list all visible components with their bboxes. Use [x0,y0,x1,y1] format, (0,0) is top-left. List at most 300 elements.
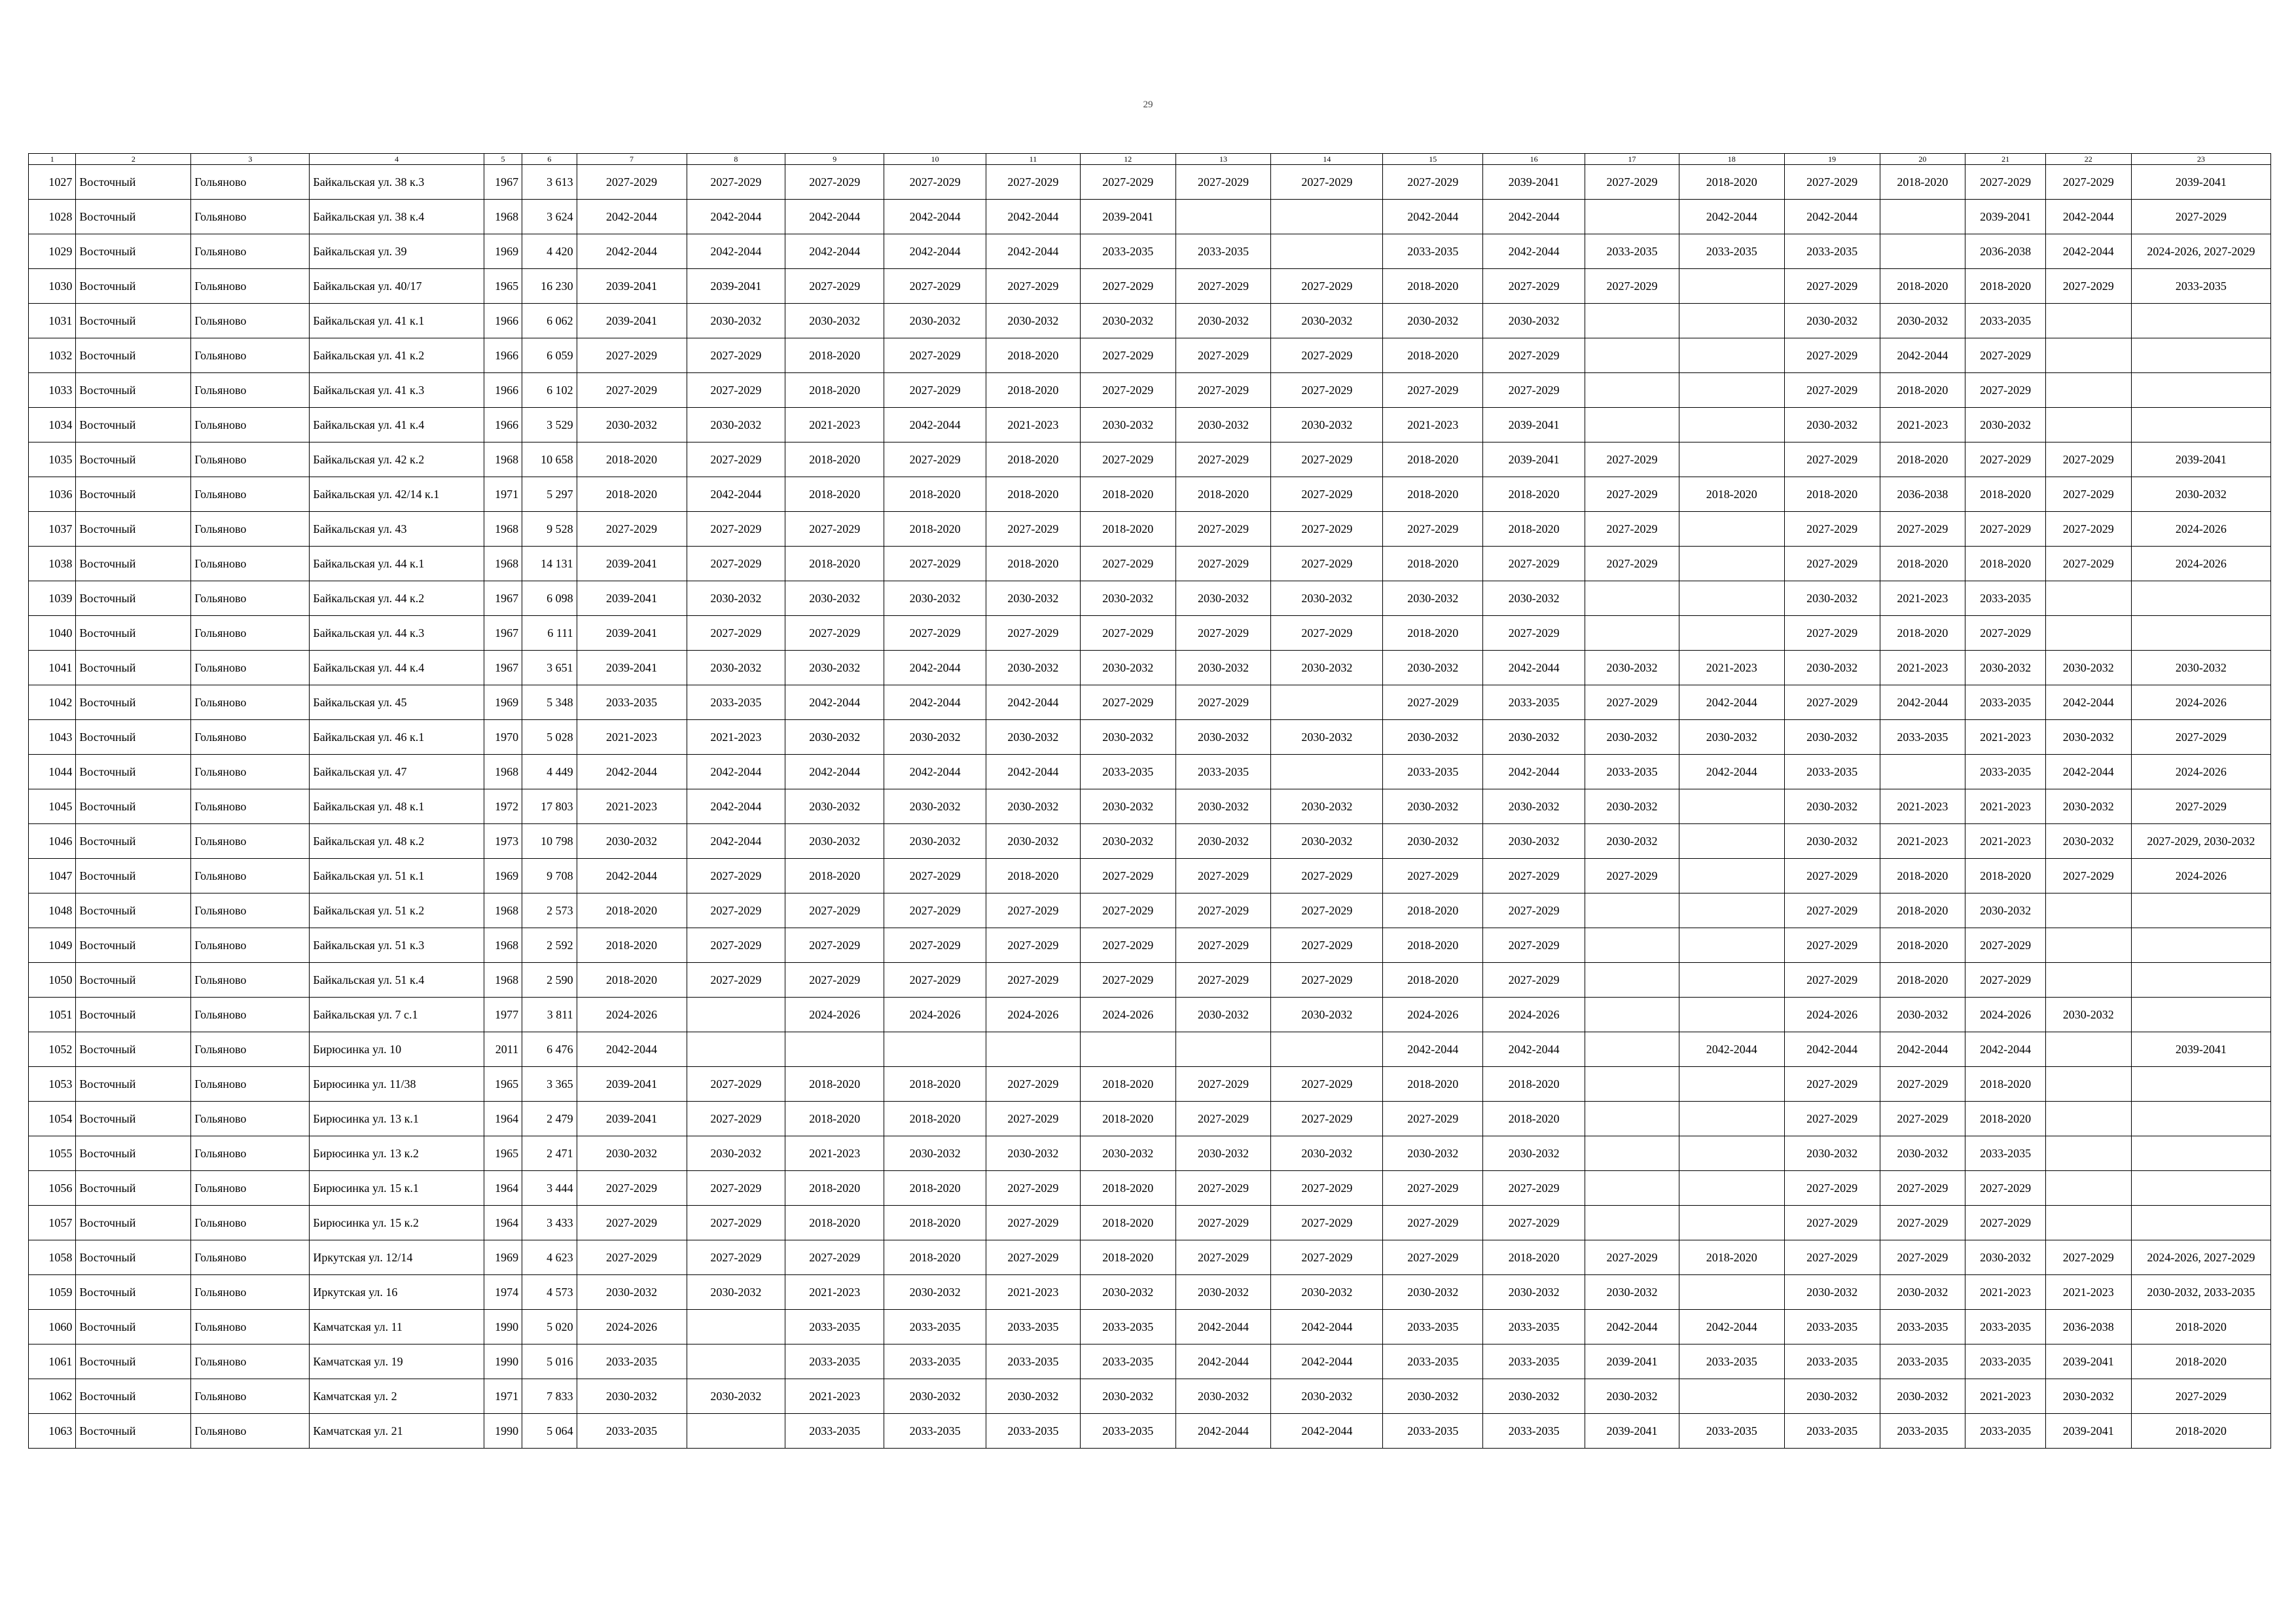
table-cell-col-4: Байкальская ул. 44 к.4 [310,651,484,685]
table-cell-col-12: 2018-2020 [1080,1171,1175,1206]
table-cell-col-7: 2021-2023 [577,789,687,824]
table-cell-col-13: 2027-2029 [1175,1067,1271,1102]
table-cell-col-3: Гольяново [191,789,310,824]
table-cell-col-3: Гольяново [191,512,310,547]
table-cell-col-23 [2131,1136,2270,1171]
table-cell-col-4: Камчатская ул. 2 [310,1379,484,1414]
table-cell-col-1: 1037 [29,512,76,547]
table-cell-col-6: 6 059 [522,338,577,373]
table-cell-col-1: 1060 [29,1310,76,1344]
table-cell-col-12: 2039-2041 [1080,200,1175,234]
table-cell-col-10: 2027-2029 [884,269,986,304]
table-cell-col-1: 1041 [29,651,76,685]
table-cell-col-11: 2027-2029 [986,893,1081,928]
table-cell-col-22 [2045,1032,2131,1067]
table-cell-col-8: 2030-2032 [687,304,785,338]
table-cell-col-21: 2027-2029 [1965,1206,2046,1240]
table-cell-col-16: 2030-2032 [1483,304,1585,338]
table-cell-col-5: 1990 [484,1414,522,1449]
table-cell-col-13: 2027-2029 [1175,1102,1271,1136]
table-cell-col-1: 1052 [29,1032,76,1067]
table-cell-col-10: 2027-2029 [884,859,986,893]
table-cell-col-7: 2018-2020 [577,928,687,963]
table-cell-col-6: 14 131 [522,547,577,581]
table-cell-col-13: 2030-2032 [1175,824,1271,859]
table-cell-col-16: 2027-2029 [1483,338,1585,373]
table-cell-col-22 [2045,928,2131,963]
table-row [29,1240,2271,1275]
table-cell-col-13: 2027-2029 [1175,616,1271,651]
table-cell-col-17 [1585,963,1679,998]
table-cell-col-6: 3 365 [522,1067,577,1102]
table-row [29,651,2271,685]
table-cell-col-15: 2033-2035 [1383,234,1483,269]
table-cell-col-1: 1050 [29,963,76,998]
table-cell-col-8 [687,1310,785,1344]
table-cell-col-5: 1967 [484,581,522,616]
table-cell-col-18: 2018-2020 [1679,477,1784,512]
table-cell-col-11: 2027-2029 [986,963,1081,998]
table-cell-col-20: 2027-2029 [1880,1240,1965,1275]
table-cell-col-21: 2042-2044 [1965,1032,2046,1067]
table-cell-col-15: 2033-2035 [1383,1414,1483,1449]
table-cell-col-20: 2018-2020 [1880,269,1965,304]
table-cell-col-11: 2027-2029 [986,616,1081,651]
table-cell-col-19: 2030-2032 [1784,824,1880,859]
table-cell-col-23 [2131,338,2270,373]
table-cell-col-10: 2018-2020 [884,1240,986,1275]
table-cell-col-23: 2024-2026 [2131,547,2270,581]
table-cell-col-17 [1585,1102,1679,1136]
table-cell-col-10: 2030-2032 [884,304,986,338]
table-cell-col-14: 2030-2032 [1271,1136,1383,1171]
table-cell-col-23 [2131,893,2270,928]
table-cell-col-10: 2033-2035 [884,1414,986,1449]
table-cell-col-19: 2027-2029 [1784,442,1880,477]
table-cell-col-16: 2018-2020 [1483,477,1585,512]
table-cell-col-20: 2021-2023 [1880,408,1965,442]
table-cell-col-12: 2027-2029 [1080,442,1175,477]
table-cell-col-5: 1977 [484,998,522,1032]
table-cell-col-13: 2027-2029 [1175,269,1271,304]
table-cell-col-2: Восточный [76,1275,191,1310]
table-cell-col-9: 2027-2029 [785,963,884,998]
table-cell-col-3: Гольяново [191,651,310,685]
column-number-5: 5 [484,154,522,165]
table-cell-col-7: 2027-2029 [577,1171,687,1206]
table-cell-col-23: 2024-2026 [2131,755,2270,789]
table-cell-col-21: 2018-2020 [1965,477,2046,512]
table-cell-col-4: Байкальская ул. 44 к.1 [310,547,484,581]
table-cell-col-18 [1679,824,1784,859]
table-cell-col-5: 1969 [484,1240,522,1275]
table-row [29,720,2271,755]
table-cell-col-23: 2039-2041 [2131,442,2270,477]
table-cell-col-2: Восточный [76,755,191,789]
table-cell-col-8: 2027-2029 [687,859,785,893]
table-cell-col-23: 2018-2020 [2131,1414,2270,1449]
table-cell-col-16: 2030-2032 [1483,789,1585,824]
table-cell-col-2: Восточный [76,1344,191,1379]
table-cell-col-21: 2033-2035 [1965,685,2046,720]
table-cell-col-20: 2030-2032 [1880,1275,1965,1310]
table-cell-col-19: 2018-2020 [1784,477,1880,512]
table-cell-col-18 [1679,512,1784,547]
table-cell-col-17: 2030-2032 [1585,651,1679,685]
table-cell-col-19: 2033-2035 [1784,755,1880,789]
table-cell-col-17 [1585,1171,1679,1206]
table-cell-col-12: 2018-2020 [1080,512,1175,547]
table-cell-col-8: 2021-2023 [687,720,785,755]
table-cell-col-14: 2027-2029 [1271,338,1383,373]
table-cell-col-15: 2018-2020 [1383,1067,1483,1102]
table-cell-col-5: 1968 [484,442,522,477]
table-cell-col-4: Иркутская ул. 12/14 [310,1240,484,1275]
table-cell-col-21: 2027-2029 [1965,165,2046,200]
table-row [29,200,2271,234]
table-cell-col-19: 2030-2032 [1784,408,1880,442]
table-cell-col-2: Восточный [76,616,191,651]
table-cell-col-13: 2042-2044 [1175,1310,1271,1344]
table-cell-col-3: Гольяново [191,859,310,893]
table-cell-col-5: 1964 [484,1171,522,1206]
table-cell-col-14: 2027-2029 [1271,928,1383,963]
table-cell-col-16: 2027-2029 [1483,269,1585,304]
table-cell-col-6: 3 433 [522,1206,577,1240]
table-cell-col-13: 2027-2029 [1175,512,1271,547]
table-cell-col-19: 2027-2029 [1784,165,1880,200]
column-number-17: 17 [1585,154,1679,165]
table-cell-col-9: 2018-2020 [785,442,884,477]
table-cell-col-2: Восточный [76,1414,191,1449]
table-cell-col-5: 1990 [484,1310,522,1344]
table-cell-col-23: 2024-2026, 2027-2029 [2131,1240,2270,1275]
table-cell-col-18 [1679,1379,1784,1414]
table-cell-col-8 [687,1344,785,1379]
table-cell-col-23: 2039-2041 [2131,1032,2270,1067]
table-cell-col-17: 2033-2035 [1585,234,1679,269]
table-cell-col-4: Байкальская ул. 48 к.2 [310,824,484,859]
table-cell-col-6: 4 573 [522,1275,577,1310]
table-cell-col-15: 2018-2020 [1383,477,1483,512]
table-cell-col-22: 2030-2032 [2045,1379,2131,1414]
table-row [29,893,2271,928]
table-cell-col-14 [1271,200,1383,234]
table-cell-col-16: 2030-2032 [1483,824,1585,859]
table-cell-col-8: 2030-2032 [687,581,785,616]
table-cell-col-16: 2033-2035 [1483,1414,1585,1449]
table-cell-col-15: 2030-2032 [1383,1275,1483,1310]
table-cell-col-9: 2042-2044 [785,200,884,234]
table-row [29,581,2271,616]
table-cell-col-18: 2042-2044 [1679,1310,1784,1344]
table-cell-col-12: 2018-2020 [1080,1240,1175,1275]
table-row [29,338,2271,373]
table-cell-col-3: Гольяново [191,1310,310,1344]
table-cell-col-1: 1048 [29,893,76,928]
table-cell-col-22 [2045,581,2131,616]
table-cell-col-23: 2027-2029 [2131,789,2270,824]
table-cell-col-1: 1045 [29,789,76,824]
table-cell-col-23: 2027-2029, 2030-2032 [2131,824,2270,859]
table-cell-col-13: 2027-2029 [1175,165,1271,200]
table-cell-col-22: 2042-2044 [2045,200,2131,234]
table-cell-col-2: Восточный [76,1136,191,1171]
table-cell-col-19: 2030-2032 [1784,1136,1880,1171]
table-cell-col-17 [1585,1206,1679,1240]
table-cell-col-6: 2 471 [522,1136,577,1171]
table-cell-col-11 [986,1032,1081,1067]
table-cell-col-11: 2018-2020 [986,859,1081,893]
table-cell-col-21: 2030-2032 [1965,893,2046,928]
table-cell-col-10: 2030-2032 [884,720,986,755]
table-cell-col-15: 2027-2029 [1383,1206,1483,1240]
table-cell-col-2: Восточный [76,477,191,512]
table-cell-col-13: 2027-2029 [1175,1171,1271,1206]
table-cell-col-1: 1056 [29,1171,76,1206]
table-cell-col-10: 2033-2035 [884,1344,986,1379]
table-cell-col-7: 2039-2041 [577,651,687,685]
table-cell-col-4: Камчатская ул. 11 [310,1310,484,1344]
table-cell-col-17 [1585,338,1679,373]
table-cell-col-10: 2018-2020 [884,477,986,512]
table-cell-col-8: 2027-2029 [687,547,785,581]
table-cell-col-3: Гольяново [191,1275,310,1310]
table-cell-col-2: Восточный [76,685,191,720]
table-cell-col-15: 2027-2029 [1383,685,1483,720]
table-cell-col-8: 2027-2029 [687,1067,785,1102]
table-cell-col-12: 2018-2020 [1080,1067,1175,1102]
table-cell-col-15: 2018-2020 [1383,269,1483,304]
table-row [29,442,2271,477]
table-cell-col-2: Восточный [76,720,191,755]
table-cell-col-13 [1175,200,1271,234]
table-cell-col-4: Бирюсинка ул. 11/38 [310,1067,484,1102]
table-cell-col-16: 2018-2020 [1483,512,1585,547]
table-cell-col-11: 2027-2029 [986,269,1081,304]
table-cell-col-9: 2021-2023 [785,1275,884,1310]
table-cell-col-17 [1585,200,1679,234]
table-cell-col-2: Восточный [76,1067,191,1102]
table-cell-col-8: 2027-2029 [687,1206,785,1240]
table-cell-col-7: 2024-2026 [577,998,687,1032]
table-cell-col-20: 2030-2032 [1880,304,1965,338]
table-cell-col-13: 2030-2032 [1175,581,1271,616]
table-cell-col-20: 2033-2035 [1880,1414,1965,1449]
table-cell-col-13: 2030-2032 [1175,998,1271,1032]
table-cell-col-12: 2030-2032 [1080,651,1175,685]
table-cell-col-11: 2018-2020 [986,338,1081,373]
table-cell-col-19: 2030-2032 [1784,789,1880,824]
table-cell-col-4: Байкальская ул. 51 к.3 [310,928,484,963]
table-cell-col-1: 1059 [29,1275,76,1310]
table-cell-col-21: 2033-2035 [1965,755,2046,789]
table-cell-col-15: 2018-2020 [1383,442,1483,477]
table-cell-col-18 [1679,616,1784,651]
schedule-table [28,153,2271,1449]
table-cell-col-2: Восточный [76,651,191,685]
column-number-13: 13 [1175,154,1271,165]
table-cell-col-11: 2042-2044 [986,685,1081,720]
table-cell-col-15: 2030-2032 [1383,651,1483,685]
table-cell-col-17: 2039-2041 [1585,1414,1679,1449]
table-cell-col-12: 2027-2029 [1080,373,1175,408]
table-cell-col-7: 2027-2029 [577,373,687,408]
table-cell-col-2: Восточный [76,512,191,547]
table-cell-col-20: 2021-2023 [1880,789,1965,824]
table-cell-col-7: 2018-2020 [577,893,687,928]
table-cell-col-12: 2033-2035 [1080,755,1175,789]
table-cell-col-20: 2018-2020 [1880,373,1965,408]
table-cell-col-18: 2033-2035 [1679,234,1784,269]
table-cell-col-7: 2042-2044 [577,234,687,269]
table-cell-col-1: 1043 [29,720,76,755]
table-cell-col-23 [2131,1067,2270,1102]
table-cell-col-15: 2024-2026 [1383,998,1483,1032]
table-cell-col-22: 2030-2032 [2045,824,2131,859]
table-cell-col-11: 2027-2029 [986,928,1081,963]
table-cell-col-4: Байкальская ул. 39 [310,234,484,269]
table-cell-col-10: 2018-2020 [884,1102,986,1136]
table-cell-col-1: 1034 [29,408,76,442]
table-cell-col-6: 2 592 [522,928,577,963]
table-cell-col-12: 2027-2029 [1080,893,1175,928]
table-cell-col-23 [2131,928,2270,963]
table-row [29,234,2271,269]
table-cell-col-3: Гольяново [191,304,310,338]
table-cell-col-13: 2018-2020 [1175,477,1271,512]
table-row [29,998,2271,1032]
table-cell-col-19: 2027-2029 [1784,1171,1880,1206]
table-row [29,928,2271,963]
column-number-18: 18 [1679,154,1784,165]
table-cell-col-20: 2033-2035 [1880,1310,1965,1344]
column-number-15: 15 [1383,154,1483,165]
table-cell-col-5: 1966 [484,408,522,442]
table-cell-col-12: 2018-2020 [1080,477,1175,512]
table-cell-col-1: 1033 [29,373,76,408]
column-number-21: 21 [1965,154,2046,165]
table-cell-col-3: Гольяново [191,963,310,998]
table-cell-col-6: 6 098 [522,581,577,616]
table-cell-col-11: 2027-2029 [986,1171,1081,1206]
table-cell-col-10: 2018-2020 [884,512,986,547]
table-cell-col-4: Байкальская ул. 48 к.1 [310,789,484,824]
table-cell-col-22: 2039-2041 [2045,1414,2131,1449]
table-cell-col-11: 2027-2029 [986,165,1081,200]
table-cell-col-16: 2042-2044 [1483,755,1585,789]
table-cell-col-6: 2 479 [522,1102,577,1136]
table-cell-col-4: Байкальская ул. 46 к.1 [310,720,484,755]
table-cell-col-17: 2030-2032 [1585,824,1679,859]
table-cell-col-13: 2027-2029 [1175,928,1271,963]
table-cell-col-6: 2 573 [522,893,577,928]
table-cell-col-15: 2027-2029 [1383,1171,1483,1206]
table-cell-col-11: 2030-2032 [986,304,1081,338]
table-cell-col-1: 1055 [29,1136,76,1171]
table-cell-col-2: Восточный [76,165,191,200]
table-cell-col-6: 3 444 [522,1171,577,1206]
table-cell-col-20: 2027-2029 [1880,1206,1965,1240]
table-cell-col-7: 2033-2035 [577,685,687,720]
table-cell-col-4: Бирюсинка ул. 15 к.2 [310,1206,484,1240]
table-cell-col-13: 2042-2044 [1175,1344,1271,1379]
table-cell-col-21: 2033-2035 [1965,1344,2046,1379]
table-cell-col-2: Восточный [76,442,191,477]
table-cell-col-16: 2030-2032 [1483,1379,1585,1414]
table-cell-col-14 [1271,234,1383,269]
table-cell-col-9: 2042-2044 [785,685,884,720]
table-cell-col-15: 2027-2029 [1383,373,1483,408]
table-cell-col-19: 2027-2029 [1784,547,1880,581]
table-cell-col-3: Гольяново [191,998,310,1032]
table-cell-col-3: Гольяново [191,1136,310,1171]
schedule-table-container [28,153,2271,1449]
table-cell-col-6: 4 623 [522,1240,577,1275]
table-cell-col-3: Гольяново [191,1102,310,1136]
table-cell-col-9: 2030-2032 [785,824,884,859]
table-cell-col-17 [1585,928,1679,963]
table-cell-col-22: 2030-2032 [2045,998,2131,1032]
table-cell-col-7: 2033-2035 [577,1414,687,1449]
table-cell-col-19: 2042-2044 [1784,200,1880,234]
table-row [29,755,2271,789]
table-cell-col-5: 1969 [484,234,522,269]
table-cell-col-9: 2033-2035 [785,1310,884,1344]
table-cell-col-19: 2027-2029 [1784,1240,1880,1275]
column-number-9: 9 [785,154,884,165]
table-cell-col-18 [1679,304,1784,338]
table-cell-col-19: 2027-2029 [1784,963,1880,998]
table-cell-col-2: Восточный [76,1240,191,1275]
table-row [29,1102,2271,1136]
table-cell-col-5: 1972 [484,789,522,824]
table-cell-col-18 [1679,373,1784,408]
table-cell-col-3: Гольяново [191,581,310,616]
table-cell-col-5: 1968 [484,928,522,963]
table-cell-col-4: Байкальская ул. 44 к.3 [310,616,484,651]
table-cell-col-20: 2027-2029 [1880,1102,1965,1136]
table-cell-col-2: Восточный [76,234,191,269]
table-cell-col-14: 2030-2032 [1271,1379,1383,1414]
table-cell-col-9 [785,1032,884,1067]
table-cell-col-6: 5 064 [522,1414,577,1449]
table-cell-col-20: 2030-2032 [1880,1136,1965,1171]
table-cell-col-7: 2030-2032 [577,1379,687,1414]
column-number-8: 8 [687,154,785,165]
table-row [29,859,2271,893]
table-cell-col-9: 2042-2044 [785,755,884,789]
table-cell-col-22: 2030-2032 [2045,651,2131,685]
table-cell-col-18: 2042-2044 [1679,685,1784,720]
table-cell-col-23 [2131,1171,2270,1206]
table-cell-col-4: Байкальская ул. 41 к.3 [310,373,484,408]
table-cell-col-14 [1271,1032,1383,1067]
table-cell-col-21: 2039-2041 [1965,200,2046,234]
table-cell-col-12: 2027-2029 [1080,685,1175,720]
table-cell-col-21: 2027-2029 [1965,1171,2046,1206]
table-cell-col-15: 2027-2029 [1383,165,1483,200]
table-cell-col-7: 2018-2020 [577,442,687,477]
table-cell-col-10: 2042-2044 [884,200,986,234]
table-cell-col-23 [2131,963,2270,998]
table-cell-col-4: Байкальская ул. 40/17 [310,269,484,304]
table-cell-col-11: 2021-2023 [986,408,1081,442]
table-cell-col-21: 2021-2023 [1965,1275,2046,1310]
table-cell-col-12: 2030-2032 [1080,1379,1175,1414]
table-cell-col-10: 2042-2044 [884,408,986,442]
table-cell-col-3: Гольяново [191,928,310,963]
